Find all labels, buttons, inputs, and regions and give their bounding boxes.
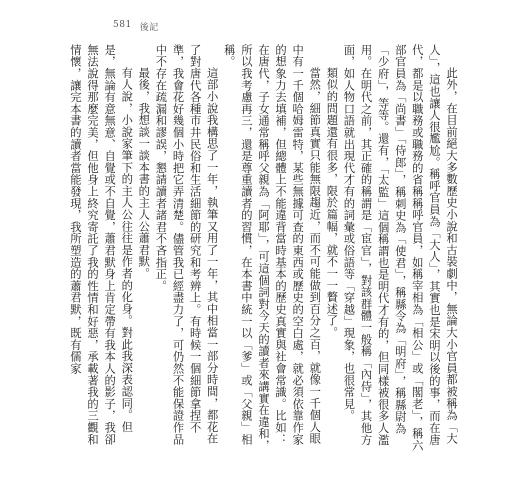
paragraph: 類似的問題還有很多，限於篇幅，就不一一贅述了。	[325, 66, 339, 338]
paragraph: 當然，細節真實只能無限趨近，而不可能做到百分之百，就像一千個人眼中有一千個哈姆雷特，某些無據可查的東西或歷史的空白處，就必須依靠作家的想象力去填補，但總體上不能違背當時基本的歷史真實與社會常識。比如：在唐代，子女通常稱呼父親為「阿耶」，可這個詞對今天的讀者來講實在違和，所以我考慮再三，還是尊重讀者的習慣，在本書中統一以「爹」或「父親」相稱。	[222, 44, 322, 452]
vertical-text-body	[68, 44, 460, 454]
paragraph: 這部小說我構思了一年，執筆又用了一年，其中相當一部分時間，都花在了對唐代各種市井民俗和生活細節的研究和考辨上。有時候一個細節拿捏不準，我會花好幾個小時把它弄清楚。儘管我已經盡力了，可仍然不能保證作品中不存在疏漏和謬誤，懇請讀者諸君不吝指正。	[154, 44, 219, 446]
running-head	[113, 20, 159, 33]
section-title: 後記	[139, 23, 159, 33]
paragraph: 最後，我想談一談本書的主人公蕭君默。	[137, 66, 151, 279]
page-number: 581	[113, 20, 132, 30]
paragraph: 此外，在目前絕大多數歷史小說和古裝劇中，無論大小官員都被稱為「大人」，這也讓人很尷尬。稱呼官員為「大人」，其實也是宋明以後的事，而在唐代，都是以職務或職務的省稱稱呼官員，如稱宰相為「相公」或「閣老」，稱六部官員為「尚書」「侍郎」，稱刺史為「使君」，稱縣令為「明府」，稱縣尉為「少府」，等等。還有，「太監」這個稱謂也是明代才有的，但同樣被很多人濫用。在明代之前，其正確的稱謂是「宦官」，對該群體一般稱「內侍」，其他方面，如人物口語就出現代才有的詞彙或俗語等「穿越」現象，也很常見。	[342, 44, 458, 452]
paragraph: 有人說，小說家筆下的主人公往往是作者的化身。對此我深表認同。但是，無論有意無意、自覺或不自覺，蕭君默身上肯定帶有我本人的影子，我卻無法說得那麼完美，但他身上終究寄託了我的性情和好惡，承載著我的三觀和情懷，讓完本書的讀者當能發現，我所塑造的蕭君默，既有儒家	[68, 44, 134, 446]
